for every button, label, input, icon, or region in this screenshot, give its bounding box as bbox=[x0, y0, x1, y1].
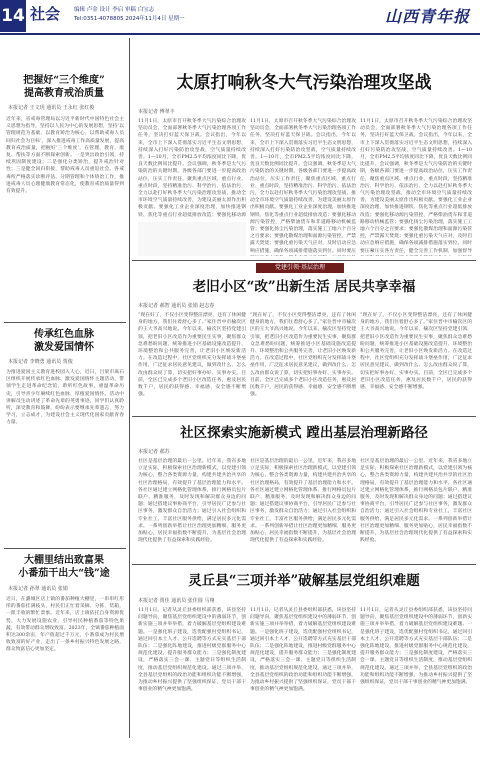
newspaper-logo: 山西青年报 bbox=[384, 7, 470, 26]
left-article1-title bbox=[4, 74, 124, 100]
left-article3-title bbox=[4, 554, 124, 580]
main-divider-1 bbox=[132, 260, 476, 261]
left-article2-title-line2: 激发爱国情怀 bbox=[34, 342, 94, 353]
main-article3-body-col3: 社区是基层治理的最后一公里。近年来，我省多地立足实际，积极探索社区治理新模式，以党建引领为核心，整合各类资源力量，构建共建共治共享的社区治理格局，有效提升了基层治理能力和水平。各社区通过建立网格化管理体系，推行网格员包片联户、精准服务，及时发现和解决群众身边的问题；通过搭建议事协商平台，引导居民广泛参与社区事务，激发群众自治活力；通过引入社会组织和专业社工，丰富社区服务供给，满足居民多元化需求。一系列创新举措让社区治理更加精细、服务更加贴心，居民幸福指数不断提升，为基层社会治理现代化提供了有益探索和实践经验。 bbox=[360, 459, 472, 544]
date-line: Tel:0351-4078805 2024年11月4日 星期一 bbox=[74, 16, 185, 22]
left-article2-body: 为推进爱国主义教育进校园入人心，近日，吕梁市离石区组织开展传承红色血脉、激发爱国情怀主题活动，带领学生走进革命纪念馆，聆听红色故事，重温革命历史，引导青少年赓续红色血脉、厚植爱国情怀。活动中讲解员生动讲述了革命先辈的英勇事迹，同学们认真聆听，深受教育和鼓舞，纷纷表示要继承先辈遗志，努力学习，立志成才，为建设社会主义现代化国家贡献青春力量。 bbox=[6, 370, 124, 426]
editor-info: 编辑 卢金 设计 李启 审稿 白宝志 bbox=[74, 7, 155, 13]
left-article3-title-line1: 大棚里结出致富果 bbox=[24, 555, 104, 566]
main-divider-2 bbox=[132, 416, 476, 417]
left-article1-title-line1: 把握好“三个维度” bbox=[23, 75, 105, 86]
left-article3-byline: 本报记者 孙翠 通讯员 张娟 bbox=[8, 586, 68, 592]
column-divider bbox=[129, 38, 130, 738]
main-article4-title: 灵丘县“三项并举”破解基层党组织难题 bbox=[188, 573, 420, 589]
main-article2-body-col1: “现在好了，不仅小区变得整洁漂亮，还有了休闲健身的地方，我们住着舒心多了。”家住晋中市榆次区的王大爷高兴地说。今年以来，榆次区坚持党建引领，把老旧小区改造作为重要民生实事，聚焦群众急难愁盼问题，统筹推进小区基础设施改造提升、环境整治和公共服务完善，让老旧小区焕发新活力。在改造过程中，社区党组织充分发挥战斗堡垒作用，广泛征求居民意见建议，做到改什么、怎么改由群众说了算，切实把好事办好、实事办实。目前，全区已完成多个老旧小区改造任务，惠及居民数千户，居民的获得感、幸福感、安全感不断增强。 bbox=[138, 313, 246, 398]
main-article2-body-col3: “现在好了，不仅小区变得整洁漂亮，还有了休闲健身的地方，我们住着舒心多了。”家住晋中市榆次区的王大爷高兴地说。今年以来，榆次区坚持党建引领，把老旧小区改造作为重要民生实事，聚焦群众急难愁盼问题，统筹推进小区基础设施改造提升、环境整治和公共服务完善，让老旧小区焕发新活力。在改造过程中，社区党组织充分发挥战斗堡垒作用，广泛征求居民意见建议，做到改什么、怎么改由群众说了算，切实把好事办好、实事办实。目前，全区已完成多个老旧小区改造任务，惠及居民数千户，居民的获得感、幸福感、安全感不断增强。 bbox=[360, 313, 472, 391]
left-article1-title-line2: 提高教育戒治质量 bbox=[24, 88, 104, 99]
main-article3-body-col1: 社区是基层治理的最后一公里。近年来，我省多地立足实际，积极探索社区治理新模式，以党建引领为核心，整合各类资源力量，构建共建共治共享的社区治理格局，有效提升了基层治理能力和水平。各社区通过建立网格化管理体系，推行网格员包片联户、精准服务，及时发现和解决群众身边的问题；通过搭建议事协商平台，引导居民广泛参与社区事务，激发群众自治活力；通过引入社会组织和专业社工，丰富社区服务供给，满足居民多元化需求。一系列创新举措让社区治理更加精细、服务更加贴心，居民幸福指数不断提升，为基层社会治理现代化提供了有益探索和实践经验。 bbox=[138, 459, 246, 544]
section-name: 社会 bbox=[30, 5, 61, 23]
main-article3-byline: 本报记者 郝苏 bbox=[138, 449, 170, 455]
left-article3-title-line2: 小番茄干出大“钱”途 bbox=[18, 568, 110, 579]
left-article1-byline: 本报记者 王文玥 通讯员 王永红 张红俊 bbox=[8, 105, 95, 111]
left-divider-1 bbox=[4, 322, 126, 323]
main-article1-byline: 本报记者 傅翠丰 bbox=[138, 109, 175, 115]
main-article1-body-col2: 11月1日，太原市召开秋冬季大气污染综合治理攻坚动员会，全面部署秋冬季大气污染治理各项工作任务，坚决打好蓝天保卫战。会议指出，今年以来，全市上下深入贯彻落实习近平生态文明思想，持续深入打好污染防治攻坚战，空气质量持续改善。1—10月，全市PM2.5平均浓度同比下降，优良天数比例同比提升。会议强调，秋冬季是大气污染防治的关键时期，各级各部门要进一步提高政治站位，压实工作责任，聚焦重点区域、重点行业、重点时段，坚持精准治污、科学治污、依法治污，全力以赴打好秋冬季大气污染治理攻坚战，推动全市环境空气质量持续改善，为建设美丽太原作出积极贡献。要强化工业企业深度治理，加快推进钢铁、焦化等重点行业超低排放改造；要强化移动源污染管控，严格柴油货车和非道路移动机械监管；要强化扬尘污染治理，落实施工工地六个百分之百要求；要强化散煤治理和面源污染管控，严禁露天焚烧；要强化重污染天气应对，及时启动应急响应措施，确保各项减排措施落实到位。同时要压 bbox=[250, 119, 356, 254]
main-article3-body-col2: 社区是基层治理的最后一公里。近年来，我省多地立足实际，积极探索社区治理新模式，以党建引领为核心，整合各类资源力量，构建共建共治共享的社区治理格局，有效提升了基层治理能力和水平。各社区通过建立网格化管理体系，推行网格员包片联户、精准服务，及时发现和解决群众身边的问题；通过搭建议事协商平台，引导居民广泛参与社区事务，激发群众自治活力；通过引入社会组织和专业社工，丰富社区服务供给，满足居民多元化需求。一系列创新举措让社区治理更加精细、服务更加贴心，居民幸福指数不断提升，为基层社会治理现代化提供了有益探索和实践经验。 bbox=[250, 459, 356, 544]
main-article4-body-col3: 11月1日，记者从灵丘县委组织部获悉，该县坚持问题导向，聚焦基层党组织建设中的薄弱环节，创新实施三项并举举措，着力破解基层党组织建设难题。一是强化班子建设，选优配强村党组织书记，通过回引本土人才、公开选聘等方式充实基层干部队伍；二是强化阵地建设，推进村级党群服务中心规范化建设，提升服务群众能力；三是强化制度建设，严格落实三会一课、主题党日等组织生活制度，推动基层党组织规范化建设。通过三项并举，全县基层党组织的政治功能和组织功能不断增强，为推动乡村振兴提供了坚强组织保证，党员干部干事创业的精气神更加饱满。 bbox=[360, 608, 472, 686]
page-number: 14 bbox=[0, 0, 26, 32]
main-article3-title: 社区探索实施新模式 蹚出基层治理新路径 bbox=[180, 425, 428, 441]
main-article1-spacer bbox=[138, 222, 246, 256]
main-article2-title: 老旧小区“改”出新生活 居民共享幸福 bbox=[192, 279, 416, 295]
main-article1-body-col3: 11月1日，太原市召开秋冬季大气污染综合治理攻坚动员会，全面部署秋冬季大气污染治理各项工作任务，坚决打好蓝天保卫战。会议指出，今年以来，全市上下深入贯彻落实习近平生态文明思想，持续深入打好污染防治攻坚战，空气质量持续改善。1—10月，全市PM2.5平均浓度同比下降，优良天数比例同比提升。会议强调，秋冬季是大气污染防治的关键时期，各级各部门要进一步提高政治站位，压实工作责任，聚焦重点区域、重点行业、重点时段，坚持精准治污、科学治污、依法治污，全力以赴打好秋冬季大气污染治理攻坚战，推动全市环境空气质量持续改善，为建设美丽太原作出积极贡献。要强化工业企业深度治理，加快推进钢铁、焦化等重点行业超低排放改造；要强化移动源污染管控，严格柴油货车和非道路移动机械监管；要强化扬尘污染治理，落实施工工地六个百分之百要求；要强化散煤治理和面源污染管控，严禁露天焚烧；要强化重污染天气应对，及时启动应急响应措施，确保各项减排措施落实到位。同时要压紧压实各方责任，健全完善工作机制，加强督导 bbox=[360, 119, 472, 254]
header-rule bbox=[0, 33, 480, 35]
main-article1-title: 太原打响秋冬大气污染治理攻坚战 bbox=[176, 73, 432, 93]
main-article4-body-col1: 11月1日，记者从灵丘县委组织部获悉，该县坚持问题导向，聚焦基层党组织建设中的薄弱环节，创新实施三项并举举措，着力破解基层党组织建设难题。一是强化班子建设，选优配强村党组织书记，通过回引本土人才、公开选聘等方式充实基层干部队伍；二是强化阵地建设，推进村级党群服务中心规范化建设，提升服务群众能力；三是强化制度建设，严格落实三会一课、主题党日等组织生活制度，推动基层党组织规范化建设。通过三项并举，全县基层党组织的政治功能和组织功能不断增强，为推动乡村振兴提供了坚强组织保证，党员干部干事创业的精气神更加饱满。 bbox=[138, 608, 246, 693]
left-article2-title-line1: 传承红色血脉 bbox=[34, 329, 94, 340]
main-article2-byline: 本报记者 郝智 通讯员 张娟 赵志春 bbox=[138, 303, 215, 309]
main-article1-body-col1: 11月1日，太原市召开秋冬季大气污染综合治理攻坚动员会，全面部署秋冬季大气污染治理各项工作任务，坚决打好蓝天保卫战。会议指出，今年以来，全市上下深入贯彻落实习近平生态文明思想，持续深入打好污染防治攻坚战，空气质量持续改善。1—10月，全市PM2.5平均浓度同比下降，优良天数比例同比提升。会议强调，秋冬季是大气污染防治的关键时期，各级各部门要进一步提高政治站位，压实工作责任，聚焦重点区域、重点行业、重点时段，坚持精准治污、科学治污、依法治污，全力以赴打好秋冬季大气污染治理攻坚战，推动全市环境空气质量持续改善，为建设美丽太原作出积极贡献。要强化工业企业深度治理，加快推进钢铁、焦化等重点行业超低排放改造；要强化移动源 bbox=[138, 119, 246, 218]
left-article2-title bbox=[4, 328, 124, 354]
left-column bbox=[0, 36, 128, 742]
main-article2-body-col2: “现在好了，不仅小区变得整洁漂亮，还有了休闲健身的地方，我们住着舒心多了。”家住晋中市榆次区的王大爷高兴地说。今年以来，榆次区坚持党建引领，把老旧小区改造作为重要民生实事，聚焦群众急难愁盼问题，统筹推进小区基础设施改造提升、环境整治和公共服务完善，让老旧小区焕发新活力。在改造过程中，社区党组织充分发挥战斗堡垒作用，广泛征求居民意见建议，做到改什么、怎么改由群众说了算，切实把好事办好、实事办实。目前，全区已完成多个老旧小区改造任务，惠及居民数千户，居民的获得感、幸福感、安全感不断增强。 bbox=[250, 313, 356, 398]
left-article1-body: 近年来，省戒毒管理局以习近平新时代中国特色社会主义思想为指导，坚持以人民为中心的发展思想，坚持‘以管理规范为基础、以教育矫治为核心、以帮助戒毒人员回归社会为目标’，深入推进戒毒工作高质量发展，提高教育戒治质量，把握好‘三个维度’，在管理、教育、康复、帮扶等方面不断探索创新。一是突出政治引领，持续巩固制度建设；二是强化分类矫治，提升戒治针对性；三是健全回归衔接，帮助戒毒人员重返社会。各戒毒所严格落实诊断评估、分期管理和个体矫治工作，推进戒毒人员心理健康教育常态化，使教育戒治质量得到有效提升。 bbox=[6, 117, 124, 195]
left-divider-2 bbox=[4, 548, 126, 549]
left-article2-byline: 本报记者 李晓勇 通讯员 贾俊 bbox=[8, 359, 73, 365]
left-article3-body: 近日，在潞城区店上镇的番茄种植大棚里，一串串红彤彤的番茄挂满枝头，村民们正忙着采摘、分拣、装箱，一派丰收的繁忙景象。近年来，店上镇依托自身资源优势，大力发展设施农业，引导村民种植番茄等特色果蔬，有效带动群众增收致富。2023年，全镇番茄种植面积达300余亩，年产值超过千万元，小番茄成为村民增收致富的好产业，走出了一条乡村振兴特色发展之路，群众致富信心更加坚定。 bbox=[6, 597, 124, 653]
section-banner: 党建引领·基层治理 bbox=[256, 263, 344, 273]
main-article4-body-col2: 11月1日，记者从灵丘县委组织部获悉，该县坚持问题导向，聚焦基层党组织建设中的薄弱环节，创新实施三项并举举措，着力破解基层党组织建设难题。一是强化班子建设，选优配强村党组织书记，通过回引本土人才、公开选聘等方式充实基层干部队伍；二是强化阵地建设，推进村级党群服务中心规范化建设，提升服务群众能力；三是强化制度建设，严格落实三会一课、主题党日等组织生活制度，推动基层党组织规范化建设。通过三项并举，全县基层党组织的政治功能和组织功能不断增强，为推动乡村振兴提供了坚强组织保证，党员干部干事创业的精气神更加饱满。 bbox=[250, 608, 356, 693]
main-article4-byline: 本报记者 贾佳 通讯员 张佳圆 马翔 bbox=[138, 598, 215, 604]
main-divider-3 bbox=[132, 564, 476, 565]
